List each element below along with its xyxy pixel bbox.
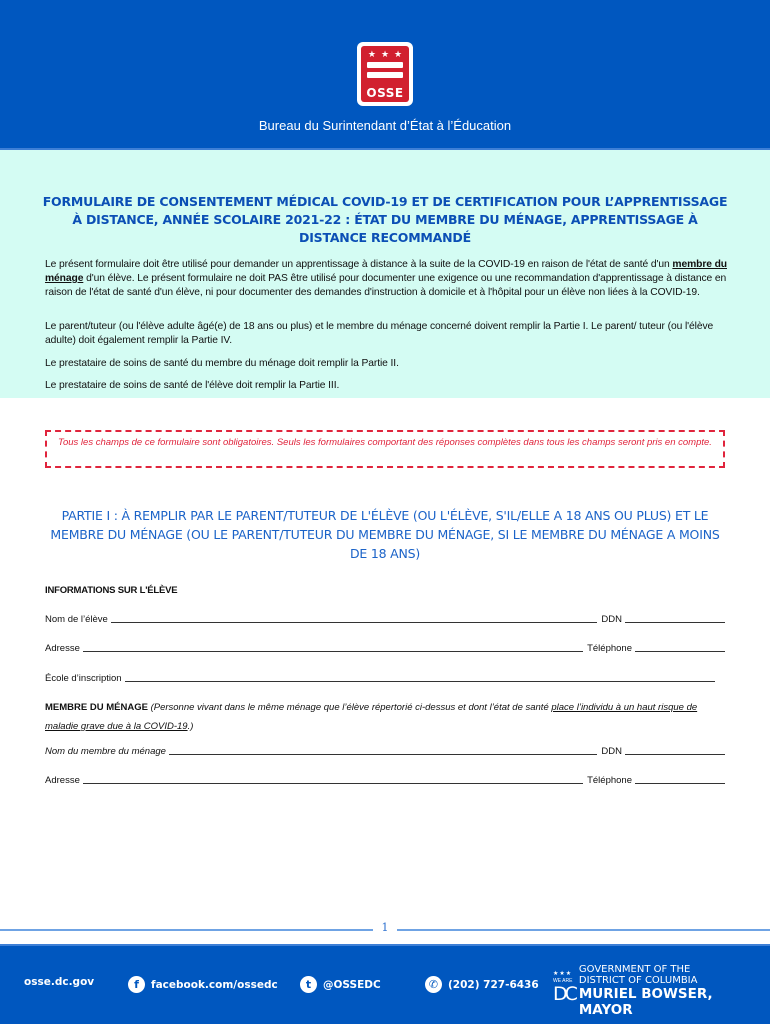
facebook-text: facebook.com/ossedc [151,978,278,991]
logo-stars: ★★★ [367,49,408,59]
student-phone-field[interactable] [635,642,725,652]
member-desc-end: .) [187,721,194,732]
student-dob-field[interactable] [625,613,725,623]
student-address-field[interactable] [83,642,583,652]
student-name-label: Nom de l’élève [45,614,108,625]
gov-line-1: GOVERNMENT OF THE [578,964,691,975]
student-dob-label: DDN [601,614,622,625]
member-phone-field[interactable] [635,774,725,784]
part-1-heading: PARTIE I : À REMPLIR PAR LE PARENT/TUTEUR DE L'ÉLÈVE (OU L'ÉLÈVE, S'IL/ELLE A 18 ANS OU PLUS) ET LE MEMBRE DU MÉNAGE (OU LE PARENT/TUTEUR DU MEMBRE DU MÉNAGE, SI LE MEMBRE DU MÉNAGE A MOINS DE 18 ANS) [50,508,720,561]
intro-paragraph-4: Le prestataire de soins de santé de l'élève doit remplir la Partie III. [45,380,340,391]
student-name-row [45,611,725,625]
intro-text: d'un élève. Le présent formulaire ne doit PAS être utilisé pour documenter une exigence ou une recommandation d'apprentissage à distance en raison de l'état de santé d'un élève, ni pour documenter des demandes d'instruction à domicile et à l'hôpital pour un élève non liées à la COVID-19. [45,273,727,298]
facebook-link[interactable] [128,976,278,993]
student-address-row [45,640,725,654]
phone-icon: ✆ [425,976,442,993]
facebook-icon: f [128,976,145,993]
agency-name: Bureau du Surintendant d’État à l’Éducation [258,118,512,133]
twitter-text: @OSSEDC [323,978,381,991]
twitter-icon: t [300,976,317,993]
member-desc-text: (Personne vivant dans le même ménage que l’élève répertorié ci-dessus et dont l’état de santé [150,702,552,713]
dc-stars: ★★★ [553,971,573,977]
phone-contact[interactable] [425,976,539,993]
logo-text: OSSE [366,86,404,100]
we-are-dc-icon [553,971,577,1011]
website-text: osse.dc.gov [24,976,95,988]
gov-line-3: MURIEL BOWSER, MAYOR [578,986,713,1018]
member-phone-label: Téléphone [587,775,632,786]
phone-text: (202) 727-6436 [448,978,539,991]
member-dob-field[interactable] [625,745,725,755]
member-name-row [45,743,725,757]
school-row [45,670,715,684]
member-dob-label: DDN [601,746,622,757]
page-number: 1 [373,921,397,934]
intro-text: Le présent formulaire doit être utilisé pour demander un apprentissage à distance à la suite de la COVID-19 en raison de l'état de santé d'un [45,259,673,270]
document-title: FORMULAIRE DE CONSENTEMENT MÉDICAL COVID-19 ET DE CERTIFICATION POUR L’APPRENTISSAGE À DISTANCE, ANNÉE SCOLAIRE 2021-22 : ÉTAT DU MEMBRE DU MÉNAGE, APPRENTISSAGE À DISTANCE RECOMMANDÉ [42,194,728,245]
member-address-field[interactable] [83,774,583,784]
dc-letters: DC [553,983,575,1005]
household-member-emphasis: membre du ménage [45,259,727,284]
school-field[interactable] [125,672,715,682]
gov-text [579,964,770,1018]
logo-bar [367,62,403,68]
required-fields-notice: Tous les champs de ce formulaire sont obligatoires. Seuls les formulaires comportant des réponses complètes dans tous les champs seront pris en compte. [45,430,725,468]
member-name-field[interactable] [169,745,597,755]
logo-bar [367,72,403,78]
student-info-heading: INFORMATIONS SUR L'ÉLÈVE [45,585,178,596]
student-phone-label: Téléphone [587,643,632,654]
household-member-description [45,698,725,736]
student-address-label: Adresse [45,643,80,654]
intro-paragraph-2: Le parent/tuteur (ou l'élève adulte âgé(e) de 18 ans ou plus) et le membre du ménage concerné doivent remplir la Partie I. Le parent/ tuteur (ou l'élève adulte) doit également remplir la Partie IV. [45,321,714,346]
twitter-link[interactable] [300,976,381,993]
student-name-field[interactable] [111,613,598,623]
website-link[interactable] [24,976,94,988]
member-desc-underline: place l’individu à un haut risque de maladie grave due à la COVID-19 [45,702,698,732]
household-member-heading: MEMBRE DU MÉNAGE [45,702,148,713]
member-address-label: Adresse [45,775,80,786]
header-banner [0,0,770,150]
member-name-label: Nom du membre du ménage [45,746,166,757]
dc-flag-icon [361,46,409,102]
intro-paragraph-1 [45,258,730,300]
dc-government-logo [553,964,770,1018]
we-are-text: WE ARE [553,978,573,984]
gov-line-2: DISTRICT OF COLUMBIA [578,975,698,986]
school-label: École d’inscription [45,673,122,684]
osse-logo [357,42,413,106]
member-address-row [45,772,725,786]
footer [0,944,770,1024]
intro-paragraph-3: Le prestataire de soins de santé du membre du ménage doit remplir la Partie II. [45,358,399,369]
